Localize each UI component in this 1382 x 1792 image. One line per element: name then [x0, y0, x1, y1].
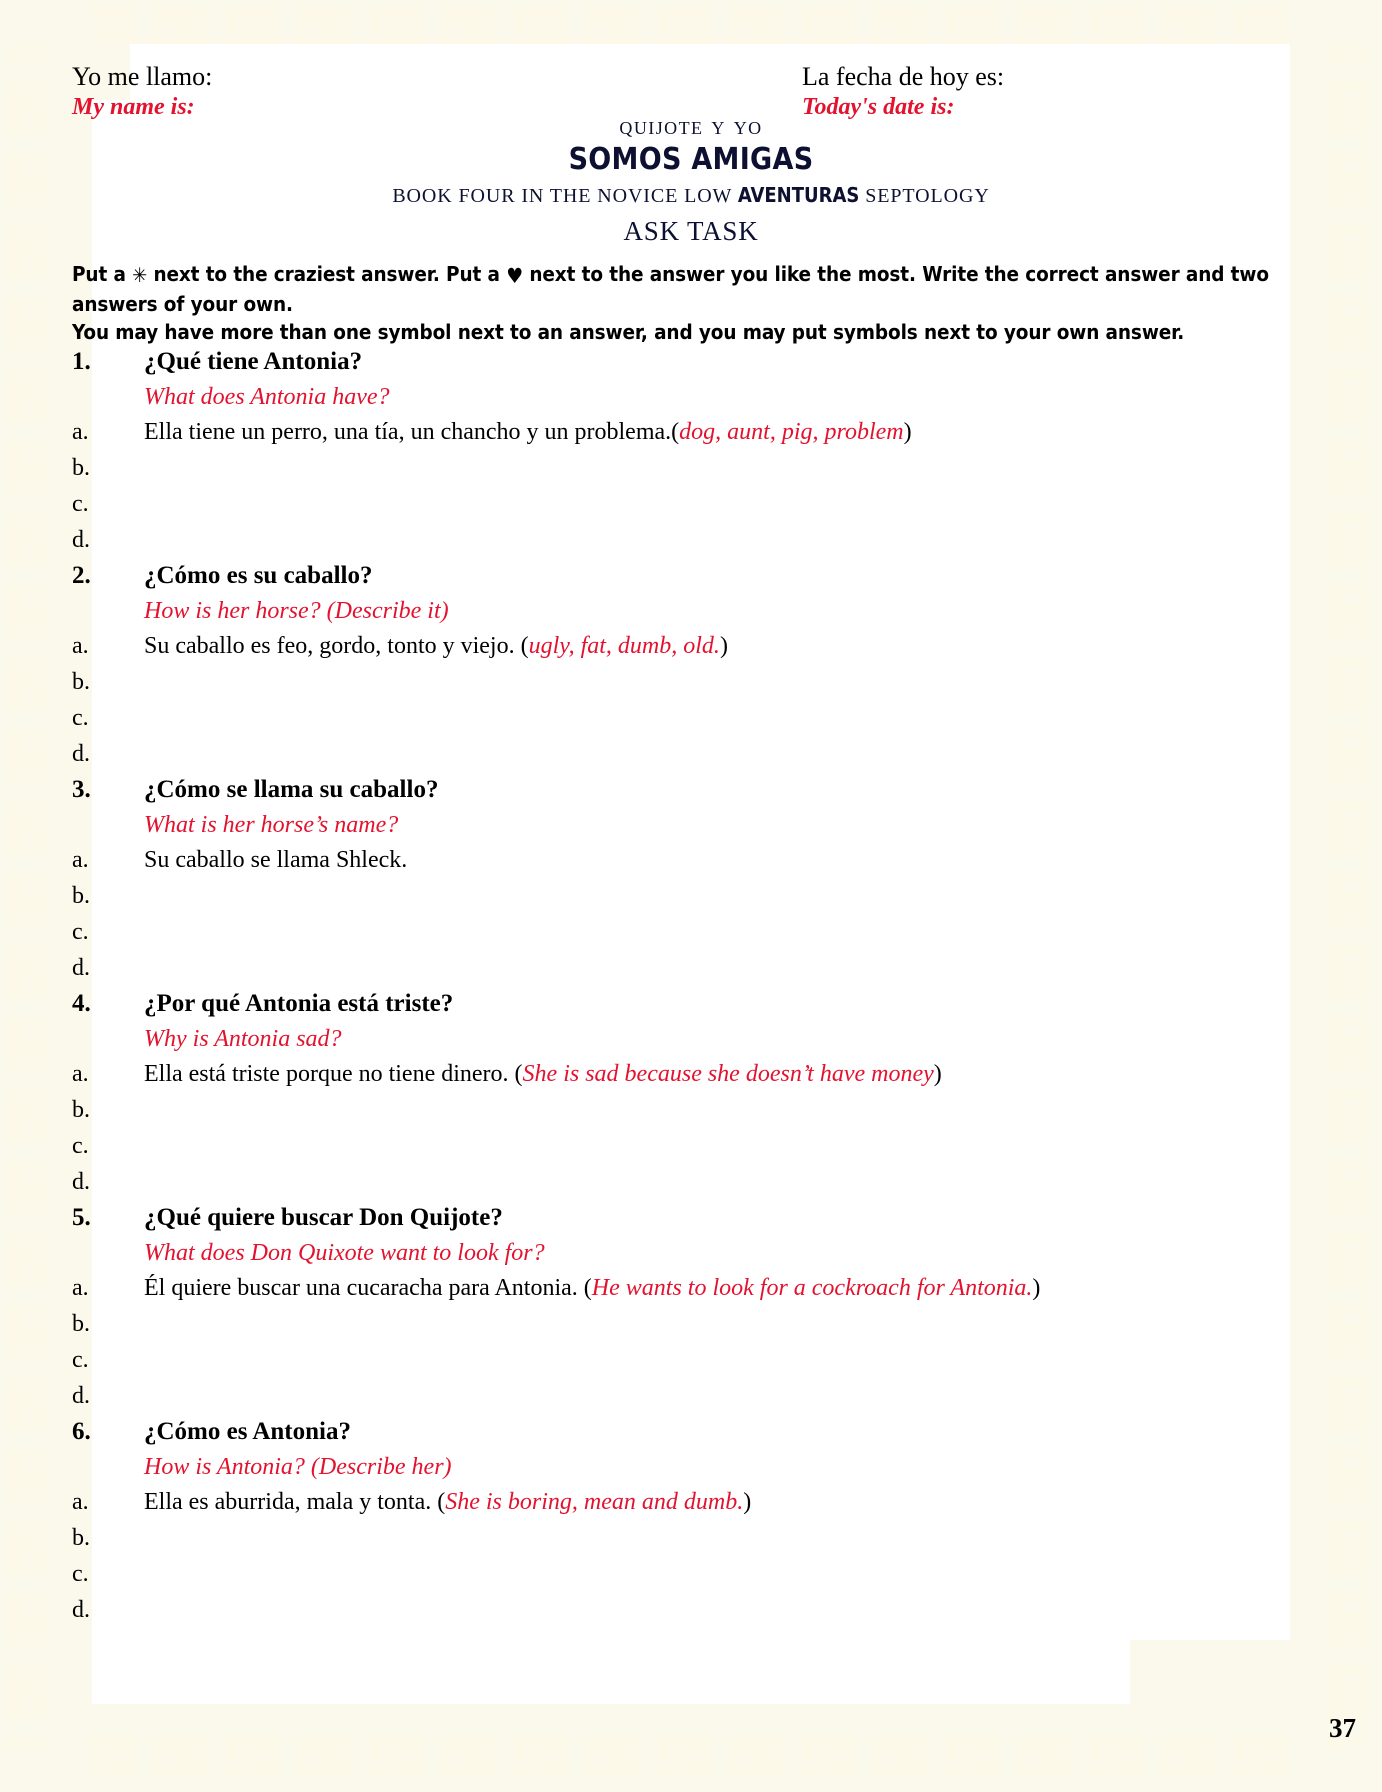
answer-letter: a.: [72, 419, 89, 445]
question-translation-row: [72, 1236, 1287, 1270]
answer-write-in-blank[interactable]: [144, 664, 150, 700]
question-number: 6.: [72, 1418, 91, 1445]
answer-row[interactable]: [72, 664, 1287, 700]
title-block: [92, 110, 1290, 248]
answer-letter: c.: [72, 1133, 89, 1159]
answer-row[interactable]: [72, 1092, 1287, 1128]
answer-letter: d.: [72, 1169, 90, 1195]
answer-letter: b.: [72, 669, 90, 695]
page-number: 37: [1329, 1713, 1356, 1743]
question-text-spanish: ¿Qué quiere buscar Don Quijote?: [144, 1204, 503, 1231]
question-row: [72, 1200, 1287, 1236]
answer-letter: c.: [72, 491, 89, 517]
answer-text-provided: [144, 628, 728, 664]
answer-text-provided: [144, 1270, 1040, 1306]
answer-write-in-blank[interactable]: [144, 1520, 150, 1556]
answer-row[interactable]: [72, 450, 1287, 486]
answer-text-english: She is boring, mean and dumb.: [445, 1489, 744, 1515]
answer-letter: c.: [72, 1561, 89, 1587]
answer-text-closing-paren: ): [1032, 1275, 1041, 1301]
question-row: [72, 772, 1287, 808]
question-number: 1.: [72, 348, 91, 375]
question-translation-row: [72, 380, 1287, 414]
answer-write-in-blank[interactable]: [144, 950, 150, 986]
answer-text-closing-paren: ): [903, 419, 912, 445]
question-row: [72, 986, 1287, 1022]
question-block: [72, 344, 1287, 558]
series-subtitle: [92, 180, 1290, 211]
question-block: [72, 1414, 1287, 1628]
star-icon: ✳: [132, 263, 148, 287]
question-text-spanish: ¿Cómo se llama su caballo?: [144, 776, 439, 803]
answer-text-english: He wants to look for a cockroach for Antonia.: [591, 1275, 1033, 1301]
question-text-spanish: ¿Qué tiene Antonia?: [144, 348, 363, 375]
answer-row[interactable]: [72, 1056, 1287, 1092]
instructions-segment-3: next to the answer you like the most. Write the correct answer and two answers of your own.: [72, 262, 1269, 316]
answer-letter: b.: [72, 1311, 90, 1337]
answer-row[interactable]: [72, 1520, 1287, 1556]
answer-letter: d.: [72, 1597, 90, 1623]
answer-letter: d.: [72, 741, 90, 767]
task-type-heading: ASK TASK: [623, 216, 759, 246]
question-number: 4.: [72, 990, 91, 1017]
answer-letter: a.: [72, 847, 89, 873]
question-translation-row: [72, 1450, 1287, 1484]
question-block: [72, 986, 1287, 1200]
answer-text-closing-paren: ): [719, 633, 728, 659]
question-block: [72, 1200, 1287, 1414]
greek-key-border-left: [6, 0, 54, 1792]
question-text-english: How is her horse? (Describe it): [144, 598, 449, 624]
answer-write-in-blank[interactable]: [144, 1556, 150, 1592]
question-translation-row: [72, 594, 1287, 628]
answer-row[interactable]: [72, 700, 1287, 736]
answer-letter: d.: [72, 1383, 90, 1409]
answer-row[interactable]: [72, 1592, 1287, 1628]
book-title-line2: SOMOS AMIGAS: [568, 142, 814, 177]
answer-letter: d.: [72, 527, 90, 553]
answer-text-provided: [144, 842, 407, 878]
greek-key-border-bottom: [0, 1736, 1382, 1784]
answer-text-spanish: Ella tiene un perro, una tía, un chancho y un problema.(: [144, 419, 680, 445]
answer-write-in-blank[interactable]: [144, 450, 150, 486]
answer-letter: d.: [72, 955, 90, 981]
answer-row[interactable]: [72, 1270, 1287, 1306]
answer-letter: c.: [72, 919, 89, 945]
answer-letter: c.: [72, 1347, 89, 1373]
instructions-segment-1: Put a: [72, 262, 133, 286]
answer-letter: a.: [72, 1489, 89, 1515]
answer-row[interactable]: [72, 842, 1287, 878]
answer-text-english: dog, aunt, pig, problem: [679, 419, 904, 445]
answer-write-in-blank[interactable]: [144, 1306, 150, 1342]
answer-letter: b.: [72, 883, 90, 909]
answer-write-in-blank[interactable]: [144, 1592, 150, 1628]
answer-row[interactable]: [72, 1484, 1287, 1520]
answer-row[interactable]: [72, 628, 1287, 664]
answer-row[interactable]: [72, 1556, 1287, 1592]
answer-text-closing-paren: ): [743, 1489, 752, 1515]
heart-icon: ♥: [506, 264, 524, 288]
worksheet-content: [72, 44, 1290, 1704]
question-text-english: What does Antonia have?: [144, 384, 390, 410]
answer-row[interactable]: [72, 1128, 1287, 1164]
answer-row[interactable]: [72, 736, 1287, 772]
answer-write-in-blank[interactable]: [144, 914, 150, 950]
date-label-english: Today's date is:: [802, 94, 955, 120]
answer-text-provided: [144, 1484, 751, 1520]
answer-row[interactable]: [72, 1342, 1287, 1378]
answer-write-in-blank[interactable]: [144, 1092, 150, 1128]
answer-write-in-blank[interactable]: [144, 700, 150, 736]
answer-row[interactable]: [72, 950, 1287, 986]
answer-text-english: ugly, fat, dumb, old.: [528, 633, 720, 659]
answer-write-in-blank[interactable]: [144, 486, 150, 522]
instructions-line-2: You may have more than one symbol next to an answer, and you may put symbols next to your own answer.: [72, 320, 1185, 344]
answer-write-in-blank[interactable]: [144, 878, 150, 914]
answer-text-spanish: Ella es aburrida, mala y tonta. (: [144, 1489, 446, 1515]
question-row: [72, 1414, 1287, 1450]
series-subtitle-emphasis: AVENTURAS: [737, 183, 860, 207]
question-translation-row: [72, 808, 1287, 842]
greek-key-border-right: [1328, 0, 1376, 1792]
answer-write-in-blank[interactable]: [144, 1342, 150, 1378]
answer-row[interactable]: [72, 486, 1287, 522]
instructions: [72, 260, 1282, 346]
answer-write-in-blank[interactable]: [144, 1164, 150, 1200]
question-text-spanish: ¿Cómo es Antonia?: [144, 1418, 351, 1445]
question-text-spanish: ¿Por qué Antonia está triste?: [144, 990, 454, 1017]
question-text-english: Why is Antonia sad?: [144, 1026, 342, 1052]
name-label-english: My name is:: [72, 94, 195, 120]
answer-letter: a.: [72, 633, 89, 659]
answer-row[interactable]: [72, 878, 1287, 914]
name-label-spanish: Yo me llamo:: [72, 62, 213, 91]
answer-text-spanish: Su caballo se llama Shleck.: [144, 847, 408, 873]
question-row: [72, 558, 1287, 594]
answer-text-closing-paren: ): [933, 1061, 942, 1087]
series-subtitle-post: SEPTOLOGY: [859, 185, 990, 207]
question-number: 3.: [72, 776, 91, 803]
question-text-english: How is Antonia? (Describe her): [144, 1454, 452, 1480]
question-text-english: What does Don Quixote want to look for?: [144, 1240, 545, 1266]
series-subtitle-pre: BOOK FOUR IN THE NOVICE LOW: [392, 185, 738, 207]
answer-write-in-blank[interactable]: [144, 522, 150, 558]
question-number: 2.: [72, 562, 91, 589]
answer-row[interactable]: [72, 1378, 1287, 1414]
book-title-line1: quijote y yo: [619, 111, 763, 140]
question-text-spanish: ¿Cómo es su caballo?: [144, 562, 373, 589]
date-label-spanish: La fecha de hoy es:: [802, 62, 1005, 91]
answer-text-provided: [144, 414, 912, 450]
answer-text-english: She is sad because she doesn’t have money: [522, 1061, 934, 1087]
question-text-english: What is her horse’s name?: [144, 812, 399, 838]
answer-letter: b.: [72, 1097, 90, 1123]
answer-write-in-blank[interactable]: [144, 1378, 150, 1414]
question-list: [72, 344, 1287, 1628]
answer-row[interactable]: [72, 1306, 1287, 1342]
instructions-segment-2: next to the craziest answer. Put a: [147, 262, 507, 286]
answer-row[interactable]: [72, 1164, 1287, 1200]
answer-letter: a.: [72, 1061, 89, 1087]
answer-text-spanish: Ella está triste porque no tiene dinero. (: [144, 1061, 523, 1087]
answer-text-spanish: Su caballo es feo, gordo, tonto y viejo. (: [144, 633, 529, 659]
answer-letter: b.: [72, 455, 90, 481]
question-translation-row: [72, 1022, 1287, 1056]
answer-row[interactable]: [72, 414, 1287, 450]
answer-write-in-blank[interactable]: [144, 736, 150, 772]
question-block: [72, 772, 1287, 986]
answer-write-in-blank[interactable]: [144, 1128, 150, 1164]
answer-letter: a.: [72, 1275, 89, 1301]
answer-text-provided: [144, 1056, 942, 1092]
question-number: 5.: [72, 1204, 91, 1231]
question-block: [72, 558, 1287, 772]
answer-row[interactable]: [72, 914, 1287, 950]
answer-letter: b.: [72, 1525, 90, 1551]
answer-row[interactable]: [72, 522, 1287, 558]
answer-letter: c.: [72, 705, 89, 731]
answer-text-spanish: Él quiere buscar una cucaracha para Antonia. (: [144, 1275, 592, 1301]
question-row: [72, 344, 1287, 380]
